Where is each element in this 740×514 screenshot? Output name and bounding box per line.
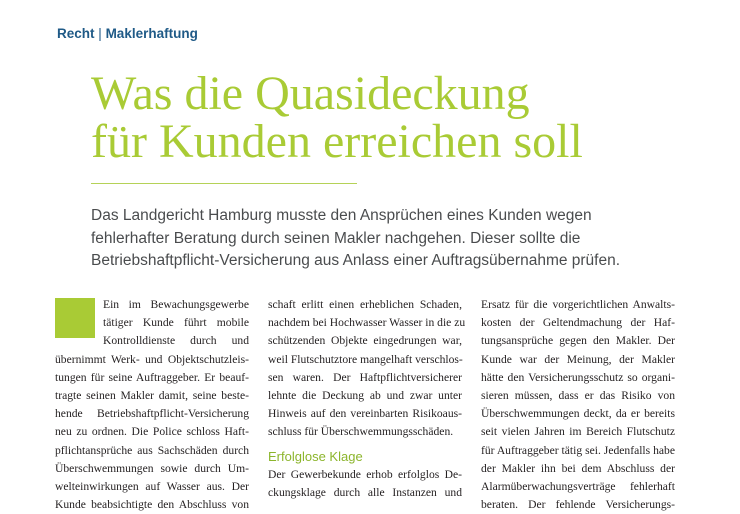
body-line: tragte seinen Makler damit, seine beste- xyxy=(55,388,249,402)
body-line: Kunde beabsichtigte den Abschluss von xyxy=(55,498,249,512)
body-line: schaft erlitt einen erheblichen Schaden, xyxy=(268,298,462,311)
article-headline xyxy=(91,67,583,168)
body-line: beraten. Der fehlende Versicherungs- xyxy=(481,498,675,512)
body-line: Ersatz für die vorgerichtlichen Anwalts- xyxy=(481,298,675,311)
lead-line-1: Das Landgericht Hamburg musste den Ansprüchen eines Kunden wegen xyxy=(91,207,592,224)
body-line: kosten der Geltendmachung der Haf- xyxy=(481,316,675,330)
section-kicker xyxy=(57,26,198,41)
body-line: Der Gewerbekunde erhob erfolglos De- xyxy=(268,467,462,481)
body-line: für Auftraggeber tätig sei. Jedenfalls habe xyxy=(481,443,675,457)
lead-line-2: fehlerhafter Beratung durch seinen Makler nachgehen. Dieser sollte die xyxy=(91,229,581,247)
body-line: weil Flutschutztore mangelhaft verschlos- xyxy=(268,352,463,366)
body-line: Überschwemmungen deckt, da er bereits xyxy=(481,407,675,421)
body-line: übernimmt Werk- und Objektschutzleis- xyxy=(55,352,249,366)
body-line: Überschwemmungen sowie durch Um- xyxy=(55,461,249,475)
body-line: der Makler ihn bei dem Abschluss der xyxy=(481,461,675,475)
body-line: sen waren. Der Haftpflichtversicherer xyxy=(268,370,462,384)
body-line: Hinweis auf den vereinbarten Risikoaus- xyxy=(268,407,462,421)
body-line: tätiger Kunde führt mobile xyxy=(103,316,249,330)
lead-paragraph xyxy=(91,205,711,273)
headline-divider xyxy=(91,183,357,184)
kicker-topic: Maklerhaftung xyxy=(105,26,198,41)
subheading: Erfolglose Klage xyxy=(268,448,363,464)
body-line: lehnte die Deckung ab und zwar unter xyxy=(268,388,462,402)
body-line: tungsansprüche gegen den Makler. Der xyxy=(481,334,675,348)
body-line: Kunde war der Meinung, der Makler xyxy=(481,352,675,366)
body-line: schützenden Objekte eingedrungen war, xyxy=(268,334,462,348)
headline-line-1: Was die Quasideckung xyxy=(91,67,530,120)
headline-line-2: für Kunden erreichen soll xyxy=(91,115,583,168)
body-column-3 xyxy=(481,296,675,514)
body-line: tungen für seine Auftraggeber. Er beauf- xyxy=(55,370,249,384)
body-line: Kontrolldienste durch und xyxy=(103,334,249,348)
body-line: nachdem bei Hochwasser Wasser in die zu xyxy=(268,316,466,330)
body-line: neu zu ordnen. Die Police schloss Haft- xyxy=(55,425,249,439)
kicker-separator: | xyxy=(98,26,102,41)
body-line: sieren müssen, dass er das Risiko von xyxy=(481,388,675,402)
body-line: welteinwirkungen auf Wasser aus. Der xyxy=(55,479,249,493)
body-line: Ein im Bewachungsgewerbe xyxy=(103,298,249,311)
body-line: hende Betriebshaftpflicht-Versicherung xyxy=(55,407,249,421)
body-line: pflichtansprüche aus Sachschäden durch xyxy=(55,443,249,457)
kicker-section: Recht xyxy=(57,26,95,41)
body-line: Alarmüberwachungsverträge fehlerhaft xyxy=(481,479,675,493)
body-column-1 xyxy=(55,296,249,514)
body-line: hätte den Versicherungsschutz so organi- xyxy=(481,370,675,384)
body-column-2 xyxy=(268,296,466,502)
lead-line-3: Betriebshaftpflicht-Versicherung aus Anlass einer Auftragsübernahme prüfen. xyxy=(91,252,621,269)
body-line: seit vielen Jahren im Bereich Flutschutz xyxy=(481,425,675,439)
body-line: ckungsklage durch alle Instanzen und xyxy=(268,485,462,499)
body-line: schluss für Überschwemmungsschäden. xyxy=(268,425,454,439)
